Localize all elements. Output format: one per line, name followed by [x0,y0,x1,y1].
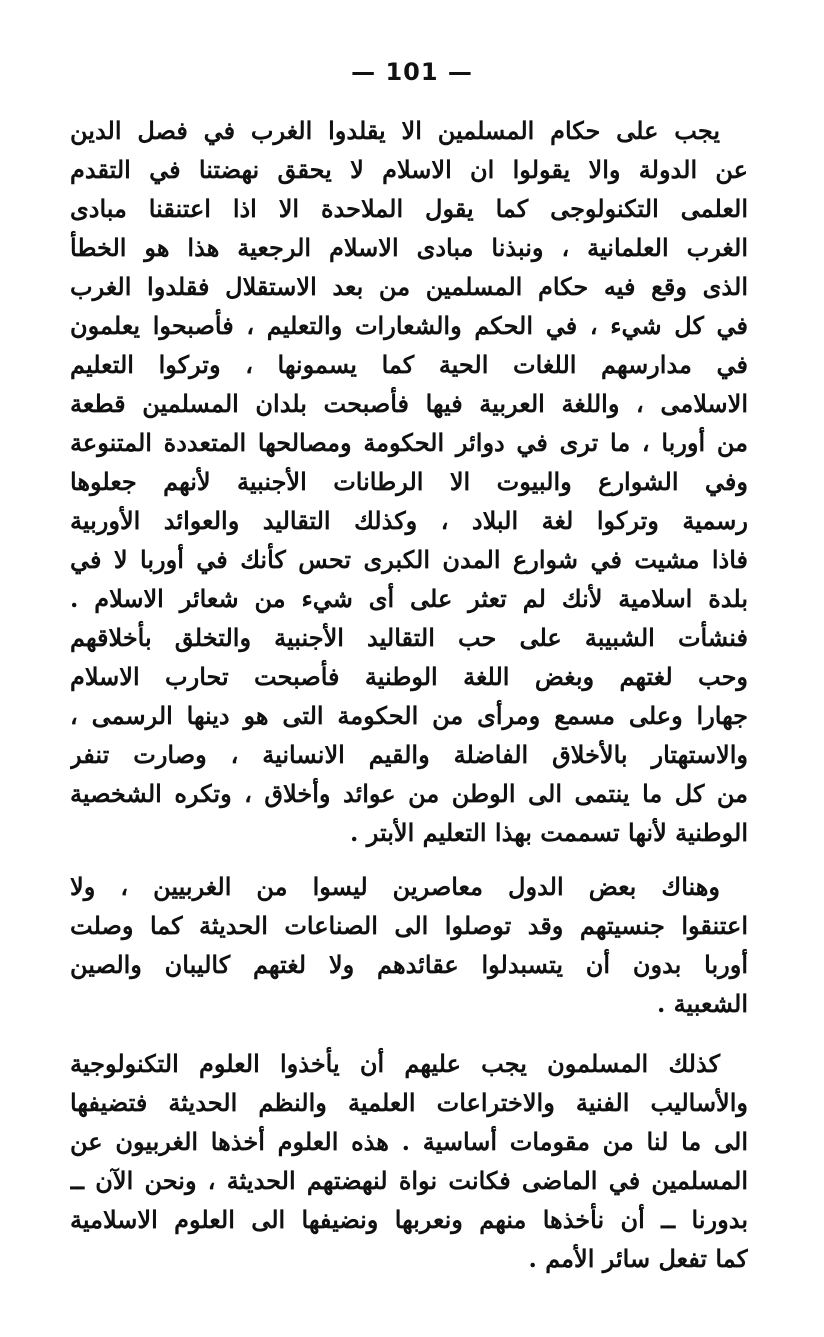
text-line: بدورنا ــ أن نأخذها منهم ونعربها ونضيفها الى العلوم الاسلامية [70,1205,748,1234]
paragraph-3 [70,1044,748,1278]
text-line: فنشأت الشبيبة على حب التقاليد الأجنبية والتخلق بأخلاقهم [70,623,748,652]
text-line: في مدارسهم اللغات الحية كما يسمونها ، وتركوا التعليم [70,350,748,379]
text-line: فاذا مشيت في شوارع المدن الكبرى تحس كأنك في أوربا لا في [70,545,748,574]
text-line: والأساليب الفنية والاختراعات العلمية والنظم الحديثة فتضيفها [70,1088,748,1117]
text-line: وفي الشوارع والبيوت الا الرطانات الأجنبية لأنهم جعلوها [70,467,748,496]
text-line: الغرب العلمانية ، ونبذنا مبادى الاسلام الرجعية هذا هو الخطأ [70,233,748,262]
text-line: أوربا بدون أن يتسبدلوا عقائدهم ولا لغتهم كاليبان والصين [70,950,748,979]
text-line: الوطنية لأنها تسممت بهذا التعليم الأبتر . [350,818,748,847]
text-line: والاستهتار بالأخلاق الفاضلة والقيم الانسانية ، وصارت تنفر [70,740,748,769]
paragraph-1 [70,111,748,852]
text-line: في كل شيء ، في الحكم والشعارات والتعليم ، فأصبحوا يعلمون [70,311,748,340]
text-line: جهارا وعلى مسمع ومرأى من الحكومة التى هو دينها الرسمى ، [70,701,748,730]
text-line: الى ما لنا من مقومات أساسية . هذه العلوم أخذها الغربيون عن [70,1127,748,1156]
text-line: يجب على حكام المسلمين الا يقلدوا الغرب في فصل الدين [70,116,720,145]
text-line: كذلك المسلمون يجب عليهم أن يأخذوا العلوم التكنولوجية [70,1049,720,1078]
text-line: رسمية وتركوا لغة البلاد ، وكذلك التقاليد والعوائد الأوربية [70,506,748,535]
text-line: الاسلامى ، واللغة العربية فيها فأصبحت بلدان المسلمين قطعة [70,389,748,418]
text-line: من كل ما ينتمى الى الوطن من عوائد وأخلاق ، وتكره الشخصية [70,779,748,808]
text-line: وحب لغتهم وبغض اللغة الوطنية فأصبحت تحارب الاسلام [70,662,748,691]
text-line: العلمى التكنولوجى كما يقول الملاحدة الا اذا اعتنقنا مبادى [70,194,748,223]
paragraph-2 [70,867,748,1023]
text-line: الذى وقع فيه حكام المسلمين من بعد الاستقلال فقلدوا الغرب [70,272,748,301]
text-line: وهناك بعض الدول معاصرين ليسوا من الغربيين ، ولا [70,872,720,901]
text-line: المسلمين في الماضى فكانت نواة لنهضتهم الحديثة ، ونحن الآن ــ [70,1166,748,1195]
text-line: من أوربا ، ما ترى في دوائر الحكومة ومصالحها المتعددة المتنوعة [70,428,748,457]
text-line: الشعبية . [656,989,748,1018]
text-line: عن الدولة والا يقولوا ان الاسلام لا يحقق نهضتنا في التقدم [70,155,748,184]
text-line: كما تفعل سائر الأمم . [528,1244,748,1273]
page-number: — 101 — [351,58,473,86]
text-line: اعتنقوا جنسيتهم وقد توصلوا الى الصناعات الحديثة كما وصلت [70,911,748,940]
text-line: بلدة اسلامية لأنك لم تعثر على أى شيء من شعائر الاسلام . [70,584,748,613]
